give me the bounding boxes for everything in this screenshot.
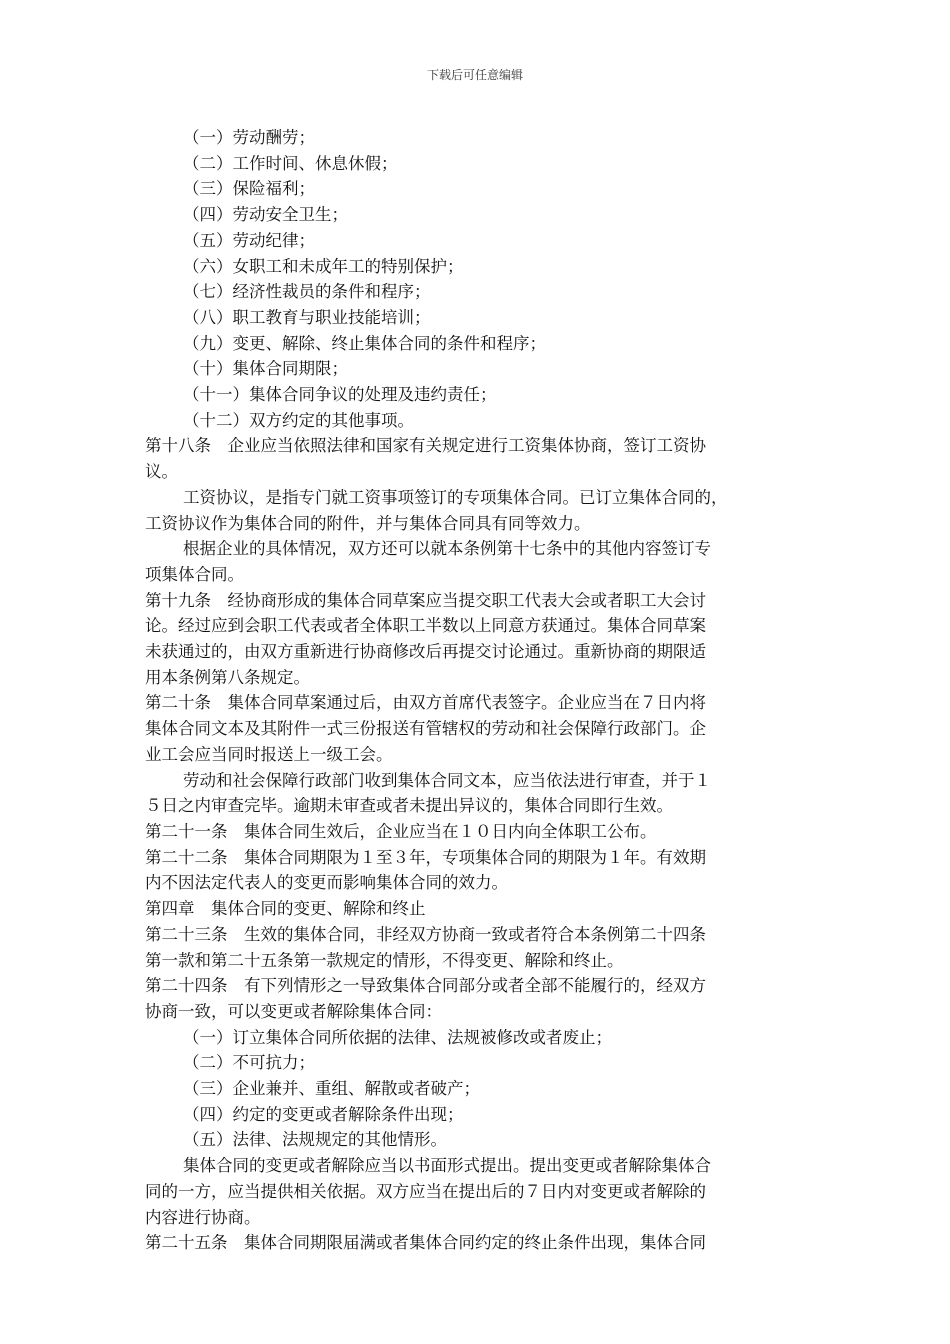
text-line: 业工会应当同时报送上一级工会。 [145,744,393,764]
text-line: 同的一方，应当提供相关依据。双方应当在提出后的７日内对变更或者解除的 [145,1181,706,1201]
text-line: （三）保险福利； [183,179,315,199]
text-line: 协商一致，可以变更或者解除集体合同： [145,1001,442,1021]
text-line: ５日之内审查完毕。逾期未审查或者未提出异议的，集体合同即行生效。 [145,796,673,816]
text-line: 内不因法定代表人的变更而影响集体合同的效力。 [145,873,508,893]
text-line: （一）订立集体合同所依据的法律、法规被修改或者废止； [183,1027,612,1047]
text-line: 议。 [145,462,178,482]
text-line: 未获通过的，由双方重新进行协商修改后再提交讨论通过。重新协商的期限适 [145,642,706,662]
text-line: 第二十二条 集体合同期限为１至３年，专项集体合同的期限为１年。有效期 [145,847,706,867]
text-line: 内容进行协商。 [145,1207,261,1227]
text-line: （九）变更、解除、终止集体合同的条件和程序； [183,333,546,353]
text-line: 第二十三条 生效的集体合同，非经双方协商一致或者符合本条例第二十四条 [145,924,706,944]
text-line: （六）女职工和未成年工的特别保护； [183,256,464,276]
text-line: （四）约定的变更或者解除条件出现； [183,1104,464,1124]
document-body [145,125,813,1256]
text-line: 第二十条 集体合同草案通过后，由双方首席代表签字。企业应当在７日内将 [145,693,706,713]
text-line: 第一款和第二十五条第一款规定的情形，不得变更、解除和终止。 [145,950,624,970]
text-line: 第四章 集体合同的变更、解除和终止 [145,899,426,919]
text-line: 劳动和社会保障行政部门收到集体合同文本，应当依法进行审查，并于１ [183,770,711,790]
text-line: （十一）集体合同争议的处理及违约责任； [183,385,497,405]
text-line: （八）职工教育与职业技能培训； [183,307,431,327]
text-line: （十二）双方约定的其他事项。 [183,410,414,430]
text-line: 第二十一条 集体合同生效后，企业应当在１０日内向全体职工公布。 [145,821,657,841]
text-line: 第二十五条 集体合同期限届满或者集体合同约定的终止条件出现，集体合同 [145,1233,706,1253]
text-line: （五）劳动纪律； [183,230,315,250]
text-line: 工资协议作为集体合同的附件，并与集体合同具有同等效力。 [145,513,591,533]
text-line: （二）不可抗力； [183,1053,315,1073]
text-line: 根据企业的具体情况，双方还可以就本条例第十七条中的其他内容签订专 [183,539,711,559]
text-line: （十）集体合同期限； [183,359,348,379]
text-line: （三）企业兼并、重组、解散或者破产； [183,1079,480,1099]
text-line: 第二十四条 有下列情形之一导致集体合同部分或者全部不能履行的，经双方 [145,976,706,996]
text-line: 用本条例第八条规定。 [145,667,310,687]
text-line: 第十八条 企业应当依照法律和国家有关规定进行工资集体协商，签订工资协 [145,436,706,456]
text-line: 论。经过应到会职工代表或者全体职工半数以上同意方获通过。集体合同草案 [145,616,706,636]
text-line: （七）经济性裁员的条件和程序； [183,282,431,302]
text-line: （四）劳动安全卫生； [183,205,348,225]
text-line: 项集体合同。 [145,564,244,584]
text-line: （二）工作时间、休息休假； [183,153,398,173]
page-header: 下载后可任意编辑 [426,68,523,82]
text-line: 第十九条 经协商形成的集体合同草案应当提交职工代表大会或者职工大会讨 [145,590,706,610]
text-line: （一）劳动酬劳； [183,128,315,147]
text-line: （五）法律、法规规定的其他情形。 [183,1130,447,1150]
text-line: 工资协议，是指专门就工资事项签订的专项集体合同。已订立集体合同的， [183,487,728,507]
text-line: 集体合同文本及其附件一式三份报送有管辖权的劳动和社会保障行政部门。企 [145,719,706,739]
text-line: 集体合同的变更或者解除应当以书面形式提出。提出变更或者解除集体合 [183,1156,711,1176]
